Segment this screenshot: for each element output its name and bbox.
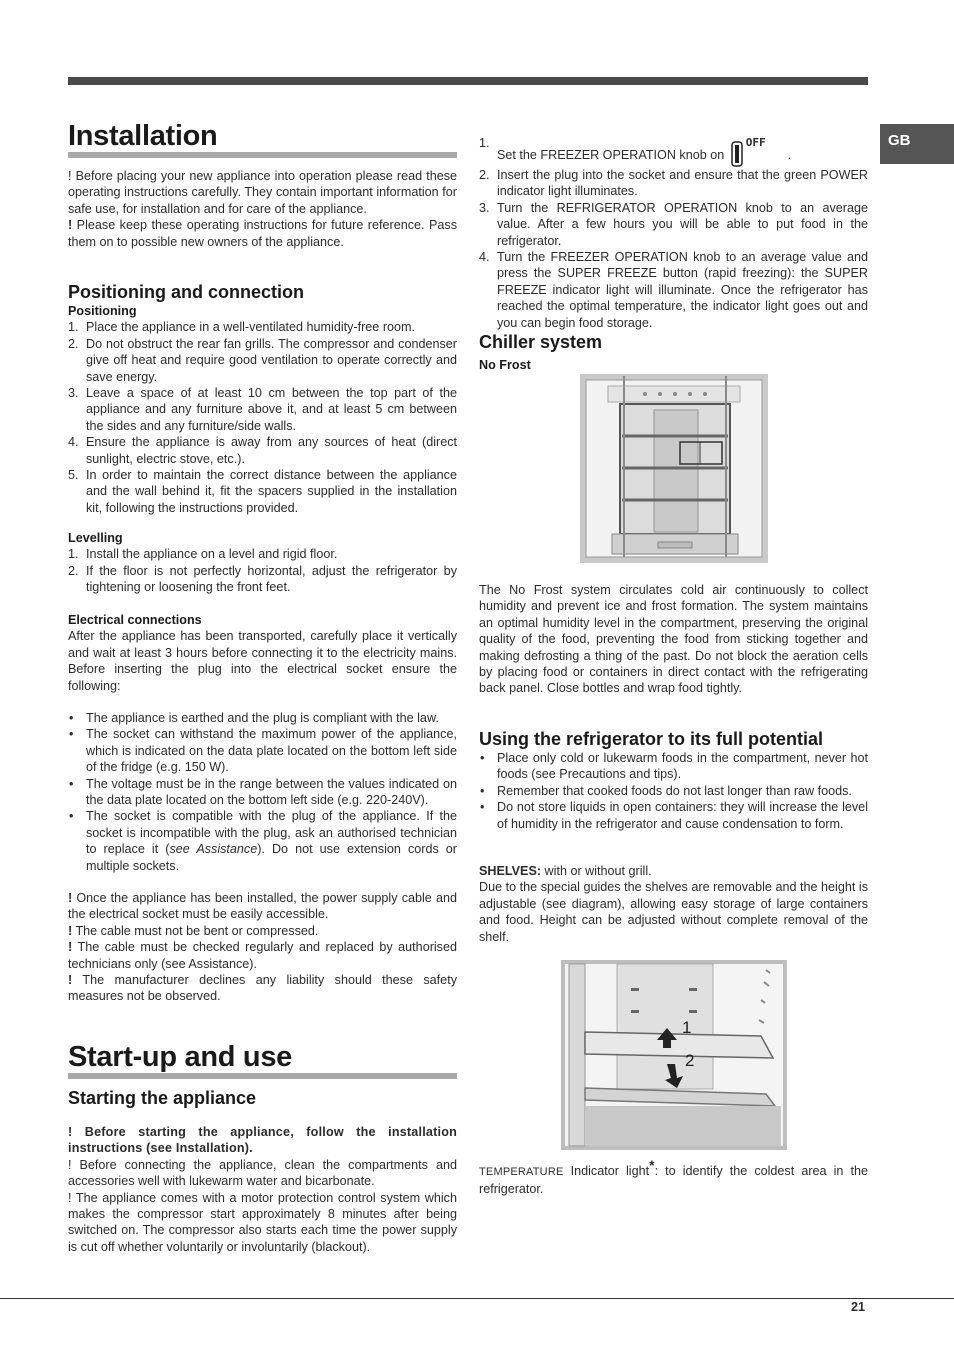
positioning-section bbox=[68, 281, 457, 516]
starting-heading: Starting the appliance bbox=[68, 1088, 257, 1108]
shelves-section bbox=[479, 863, 868, 945]
starting-section bbox=[68, 1087, 457, 1109]
list-item: • Remember that cooked foods do not last longer than raw foods. bbox=[479, 783, 868, 799]
shelf-diagram-icon bbox=[561, 960, 787, 1150]
list-item: 3. Turn the REFRIGERATOR OPERATION knob to an average value. After a few hours you will be able to put food in the refrigerator. bbox=[479, 200, 868, 248]
electrical-intro: After the appliance has been transported, carefully place it vertically and wait at least 3 hours before connecting it to the electricity mains. Before inserting the plug into the electrical socket ensure the following: bbox=[68, 629, 457, 693]
potential-heading: Using the refrigerator to its full potential bbox=[479, 729, 824, 749]
start-paragraph-1: ! Before connecting the appliance, clean the compartments and accessories well with lukewarm water and bicarbonate. bbox=[68, 1157, 457, 1189]
fridge-icon bbox=[580, 374, 768, 563]
temperature-section bbox=[479, 1157, 868, 1197]
startup-steps bbox=[479, 135, 868, 331]
fridge-interior-illustration bbox=[580, 374, 768, 568]
shelf-adjust-illustration bbox=[561, 960, 787, 1155]
warning-paragraph: ! The cable must be checked regularly and replaced by authorised technicians only (see Assistance). bbox=[68, 940, 457, 971]
positioning-heading: Positioning and connection bbox=[68, 282, 304, 302]
footer-rule bbox=[0, 1298, 954, 1299]
chiller-section bbox=[479, 331, 868, 373]
warnings bbox=[68, 890, 457, 1005]
list-item: 1. Place the appliance in a well-ventilated humidity-free room. bbox=[68, 320, 416, 335]
positioning-list bbox=[68, 319, 457, 516]
list-item: • The appliance is earthed and the plug is compliant with the law. bbox=[68, 710, 457, 726]
list-item: 5. In order to maintain the correct distance between the appliance and the wall behind it, fit the spacers supplied in the installation kit, following the instructions provided. bbox=[68, 468, 457, 515]
knob-off-icon bbox=[730, 141, 744, 167]
no-frost-text-block bbox=[479, 582, 868, 697]
potential-bullets bbox=[479, 750, 868, 832]
start-paragraph-2: ! The appliance comes with a motor protection control system which makes the compressor start approximately 8 minutes after being switched on. The compressor also starts each time the power supply is cut off whether voluntarily or involuntarily (blackout). bbox=[68, 1190, 457, 1254]
no-frost-text: The No Frost system circulates cold air continuously to collect humidity and prevent ice and frost formation. The system maintains an optimal humidity level in the compartment, preserving the original quality of the food, preventing the food from sticking together and making defrosting a thing of the past. Do not block the aeration cells by placing food or containers in direct contact with the refrigerating back panel. Close bottles and wrap food tightly. bbox=[479, 583, 868, 696]
top-rule bbox=[68, 77, 868, 85]
startup-title: Start-up and use bbox=[68, 1041, 457, 1079]
installation-title: Installation bbox=[68, 120, 457, 158]
electrical-checklist bbox=[68, 710, 457, 874]
no-frost-subheading: No Frost bbox=[479, 358, 531, 372]
electrical-section bbox=[68, 612, 457, 694]
list-item: • Do not store liquids in open containers: they will increase the level of humidity in the refrigerator and cause condensation to form. bbox=[479, 799, 868, 832]
warning-paragraph: ! The manufacturer declines any liability should these safety measures not be observed. bbox=[68, 973, 457, 1004]
starting-text bbox=[68, 1124, 457, 1255]
electrical-subheading: Electrical connections bbox=[68, 613, 202, 627]
arrow-label-1: 1 bbox=[682, 1018, 692, 1037]
list-item: • The socket can withstand the maximum power of the appliance, which is indicated on the data plate located on the bottom left side of the fridge (e.g. 150 W). bbox=[68, 726, 457, 775]
shelves-line: SHELVES: with or without grill. bbox=[479, 864, 652, 878]
page-number: 21 bbox=[851, 1300, 866, 1314]
levelling-list bbox=[68, 546, 457, 595]
warning-paragraph: ! The cable must not be bent or compressed. bbox=[68, 923, 319, 938]
intro-paragraph-2: ! Please keep these operating instructions for future reference. Pass them on to possible new owners of the appliance. bbox=[68, 218, 457, 249]
arrow-label-2: 2 bbox=[685, 1051, 695, 1070]
list-item: 4. Ensure the appliance is away from any sources of heat (direct sunlight, electric stove, etc.). bbox=[68, 435, 457, 466]
list-item: 2. If the floor is not perfectly horizontal, adjust the refrigerator by tightening or loosening the front feet. bbox=[68, 563, 457, 595]
electrical-bullets bbox=[68, 710, 457, 808]
list-item: 4. Turn the FREEZER OPERATION knob to an average value and press the SUPER FREEZE button (rapid freezing): the SUPER FREEZE indicator light will illuminate. Once the refrigerator has reached the optimal temperature, the indicator light goes out and you can begin food storage. bbox=[479, 250, 868, 330]
start-warning: ! Before starting the appliance, follow the installation instructions (see Installation). bbox=[68, 1125, 457, 1156]
list-item: 2. Insert the plug into the socket and ensure that the green POWER indicator light illuminates. bbox=[479, 168, 868, 199]
warning-paragraph: ! Once the appliance has been installed, the power supply cable and the electrical socket must be easily accessible. bbox=[68, 891, 457, 922]
installation-intro bbox=[68, 168, 457, 250]
knob-off-label: OFF bbox=[745, 136, 766, 149]
list-item: • The socket is compatible with the plug of the appliance. If the socket is incompatible with the plug, ask an authorised technician to replace it (see Assistance). Do not use extension cords or multiple sockets. bbox=[68, 808, 457, 874]
intro-paragraph-1: ! Before placing your new appliance into operation please read these operating instructions carefully. They contain important information for safe use, for installation and for care of the appliance. bbox=[68, 169, 457, 216]
potential-section bbox=[479, 728, 868, 832]
levelling-section bbox=[68, 530, 457, 596]
list-item: 3. Leave a space of at least 10 cm between the top part of the appliance and any furniture above it, and at least 5 cm between the sides and any furniture/side walls. bbox=[68, 386, 457, 433]
positioning-subheading: Positioning bbox=[68, 304, 137, 318]
list-item: • Place only cold or lukewarm foods in the compartment, never hot foods (see Precautions and tips). bbox=[479, 750, 868, 783]
chiller-heading: Chiller system bbox=[479, 332, 603, 352]
language-tab: GB bbox=[880, 124, 954, 164]
list-item: 1. Set the FREEZER OPERATION knob on OFF. bbox=[479, 135, 868, 167]
levelling-subheading: Levelling bbox=[68, 531, 123, 545]
list-item: 1. Install the appliance on a level and rigid floor. bbox=[68, 547, 338, 562]
list-item: • The voltage must be in the range between the values indicated on the data plate located on the bottom left side (e.g. 220-240V). bbox=[68, 776, 457, 809]
temperature-text: TEMPERATURE Indicator light*: to identify the coldest area in the refrigerator. bbox=[479, 1157, 869, 1196]
shelves-text: Due to the special guides the shelves are removable and the height is adjustable (see diagram), allowing easy storage of large containers and food. Height can be adjusted without complete removal of the shelf. bbox=[479, 880, 868, 944]
list-item: 2. Do not obstruct the rear fan grills. The compressor and condenser give off heat and require good ventilation to operate correctly and save energy. bbox=[68, 336, 457, 384]
